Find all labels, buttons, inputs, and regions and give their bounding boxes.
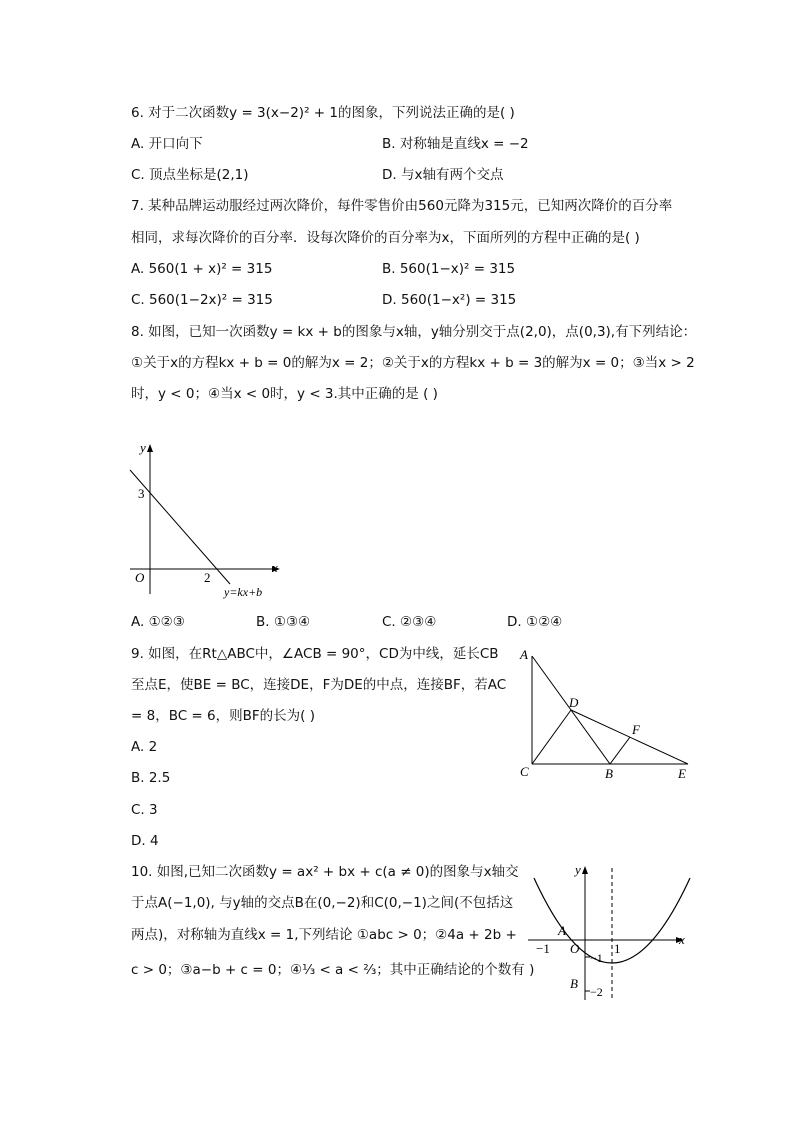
q10-stem-line-1: 10. 如图,已知二次函数y = ax² + bx + c(a ≠ 0)的图象与x轴交 — [131, 864, 519, 880]
q10-stem-line-3: 两点)，对称轴为直线x = 1,下列结论 ①abc > 0；②4a + 2b + — [131, 927, 517, 943]
q7-option-c: C. 560(1−2x)² = 315 — [131, 292, 273, 308]
q7-stem-line-1: 7. 某种品牌运动服经过两次降价，每件零售价由560元降为315元，已知两次降价的百分率 — [131, 198, 673, 214]
q10-x-tick-neg1: −1 — [536, 941, 550, 956]
q8-stem-line-3: 时，y < 0；④当x < 0时，y < 3.其中正确的是 ( ) — [131, 386, 438, 402]
q10-y-tick-neg1: −1 — [590, 951, 603, 965]
q7-stem-line-2: 相同，求每次降价的百分率．设每次降价的百分率为x，下面所列的方程中正确的是( ) — [131, 230, 640, 246]
q8-option-a: A. ①②③ — [131, 614, 185, 630]
q10-y-arrow — [582, 866, 588, 874]
q10-y-label: y — [575, 862, 581, 877]
q8-origin-label: O — [135, 570, 145, 585]
q10-parabola-figure — [520, 858, 700, 1006]
q7-option-d: D. 560(1−x²) = 315 — [382, 292, 517, 308]
q8-linear-function-figure — [120, 432, 290, 602]
q6-stem: 6. 对于二次函数y = 3(x−2)² + 1的图象，下列说法正确的是( ) — [131, 105, 515, 121]
q9-option-d: D. 4 — [131, 833, 159, 849]
q9-label-d: D — [569, 695, 579, 710]
q9-stem-line-3: = 8，BC = 6，则BF的长为( ) — [131, 708, 315, 724]
q8-option-d: D. ①②④ — [507, 614, 563, 630]
q8-option-b: B. ①③④ — [256, 614, 311, 630]
q10-y-tick-neg2: −2 — [590, 985, 603, 999]
q8-y-arrow — [147, 444, 153, 452]
q9-stem-line-1: 9. 如图，在Rt△ABC中，∠ACB = 90°，CD为中线，延长CB — [131, 646, 499, 662]
q9-option-b: B. 2.5 — [131, 770, 171, 786]
q9-label-f: F — [632, 722, 640, 737]
q9-option-c: C. 3 — [131, 802, 158, 818]
q9-label-a: A — [520, 647, 528, 662]
q8-line-label: y=kx+b — [224, 585, 263, 599]
q7-option-b: B. 560(1−x)² = 315 — [382, 261, 516, 277]
q10-label-a: A — [558, 923, 566, 938]
q8-x-label: x — [272, 560, 278, 575]
q10-stem-line-2: 于点A(−1,0), 与y轴的交点B在(0,−2)和C(0,−1)之间(不包括这 — [131, 895, 514, 911]
q9-stem-line-2: 至点E，使BE = BC，连接DE，F为DE的中点，连接BF，若AC — [131, 677, 507, 693]
q7-option-a: A. 560(1 + x)² = 315 — [131, 261, 273, 277]
q8-stem-line-1: 8. 如图，已知一次函数y = kx + b的图象与x轴，y轴分别交于点(2,0)，点(0,3),有下列结论： — [131, 324, 697, 340]
q9-option-a: A. 2 — [131, 739, 158, 755]
q10-label-b: B — [570, 976, 578, 991]
q8-y-tick-3: 3 — [138, 486, 145, 501]
q9-segment-cd — [532, 710, 571, 764]
q6-option-d: D. 与x轴有两个交点 — [382, 167, 504, 183]
q10-x-tick-1: 1 — [614, 941, 621, 956]
q8-y-label: y — [140, 440, 146, 455]
q10-stem-line-4: c > 0；③a−b + c = 0；④⅓ < a < ⅔；其中正确结论的个数有 ) — [131, 962, 535, 978]
q9-triangle-figure — [510, 642, 700, 782]
q9-segment-bf — [610, 737, 630, 764]
q9-label-b: B — [605, 766, 613, 781]
q10-x-label: x — [679, 932, 685, 947]
q6-option-b: B. 对称轴是直线x = −2 — [382, 136, 529, 152]
q9-label-c: C — [520, 764, 529, 779]
q8-option-c: C. ②③④ — [382, 614, 437, 630]
q9-label-e: E — [678, 766, 686, 781]
q8-stem-line-2: ①关于x的方程kx + b = 0的解为x = 2；②关于x的方程kx + b = 3的解为x = 0；③当x > 2 — [131, 355, 695, 371]
q10-origin-label: O — [570, 941, 580, 956]
q6-option-a: A. 开口向下 — [131, 136, 203, 152]
q8-function-line — [130, 470, 230, 584]
q6-option-c: C. 顶点坐标是(2,1) — [131, 167, 249, 183]
q8-x-tick-2: 2 — [204, 570, 211, 585]
